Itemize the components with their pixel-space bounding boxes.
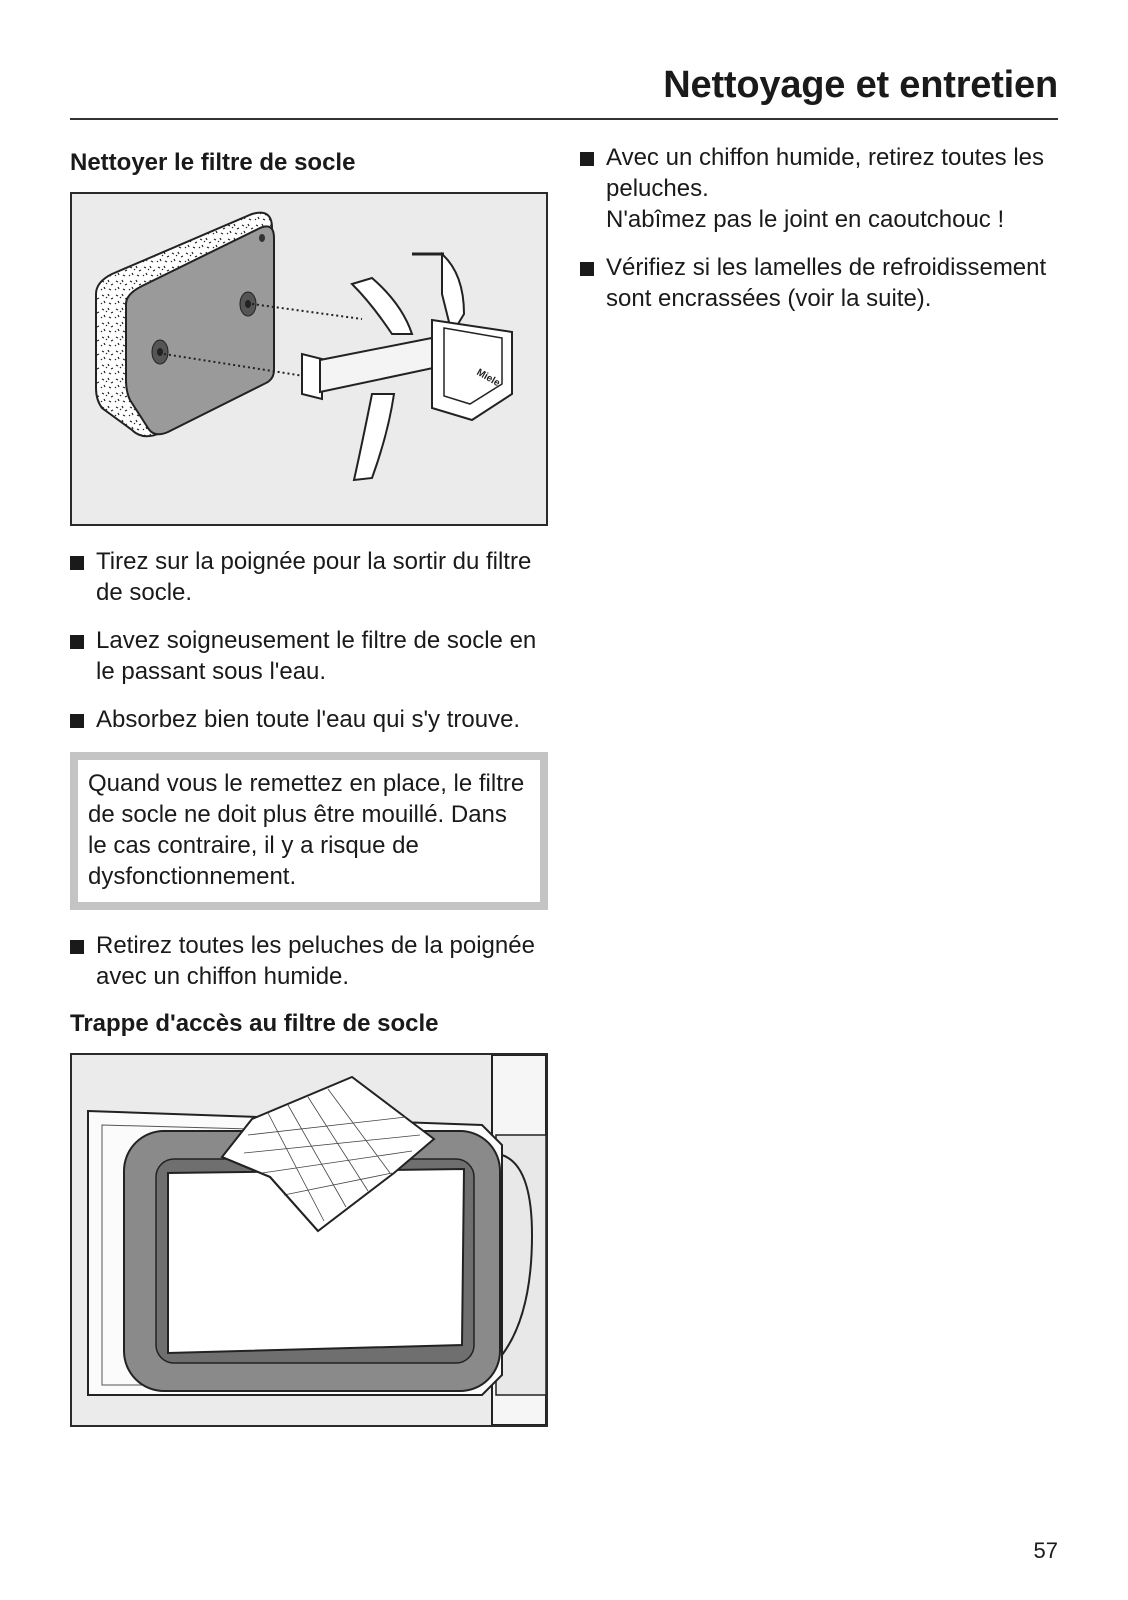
list-item: Retirez toutes les peluches de la poignée avec un chiffon humide.: [70, 930, 550, 992]
warning-note: Quand vous le remettez en place, le filtre de socle ne doit plus être mouillé. Dans le cas contraire, il y a risque de dysfonctionnement.: [70, 752, 548, 910]
access-flap-illustration: [72, 1055, 546, 1425]
left-column: [70, 142, 550, 1427]
instruction-list-3: [580, 142, 1060, 314]
header-divider: [70, 118, 1058, 120]
bullet-square-icon: [580, 152, 594, 166]
bullet-square-icon: [70, 714, 84, 728]
page-number: 57: [1033, 1538, 1058, 1563]
section-heading-filter: Nettoyer le filtre de socle: [70, 149, 356, 176]
list-item: Tirez sur la poignée pour la sortir du filtre de socle.: [70, 546, 550, 608]
bullet-square-icon: [70, 940, 84, 954]
instruction-list-2: [70, 930, 550, 992]
list-item: Absorbez bien toute l'eau qui s'y trouve.: [70, 704, 550, 735]
brand-text: Miele: [474, 367, 502, 390]
figure-access-flap: [70, 1053, 548, 1427]
list-item: Lavez soigneusement le filtre de socle en le passant sous l'eau.: [70, 625, 550, 687]
list-item: Vérifiez si les lamelles de refroidissement sont encrassées (voir la suite).: [580, 252, 1060, 314]
list-item: Avec un chiffon humide, retirez toutes les peluches. N'abîmez pas le joint en caoutchouc !: [580, 142, 1060, 235]
figure-filter-removal: [70, 192, 548, 526]
section-heading-access-flap: Trappe d'accès au filtre de socle: [70, 1010, 439, 1037]
instruction-list-1: [70, 546, 550, 735]
bullet-square-icon: [580, 262, 594, 276]
right-column: [580, 142, 1060, 331]
bullet-square-icon: [70, 556, 84, 570]
page-title: Nettoyage et entretien: [663, 64, 1058, 106]
filter-illustration: [72, 194, 546, 524]
bullet-square-icon: [70, 635, 84, 649]
